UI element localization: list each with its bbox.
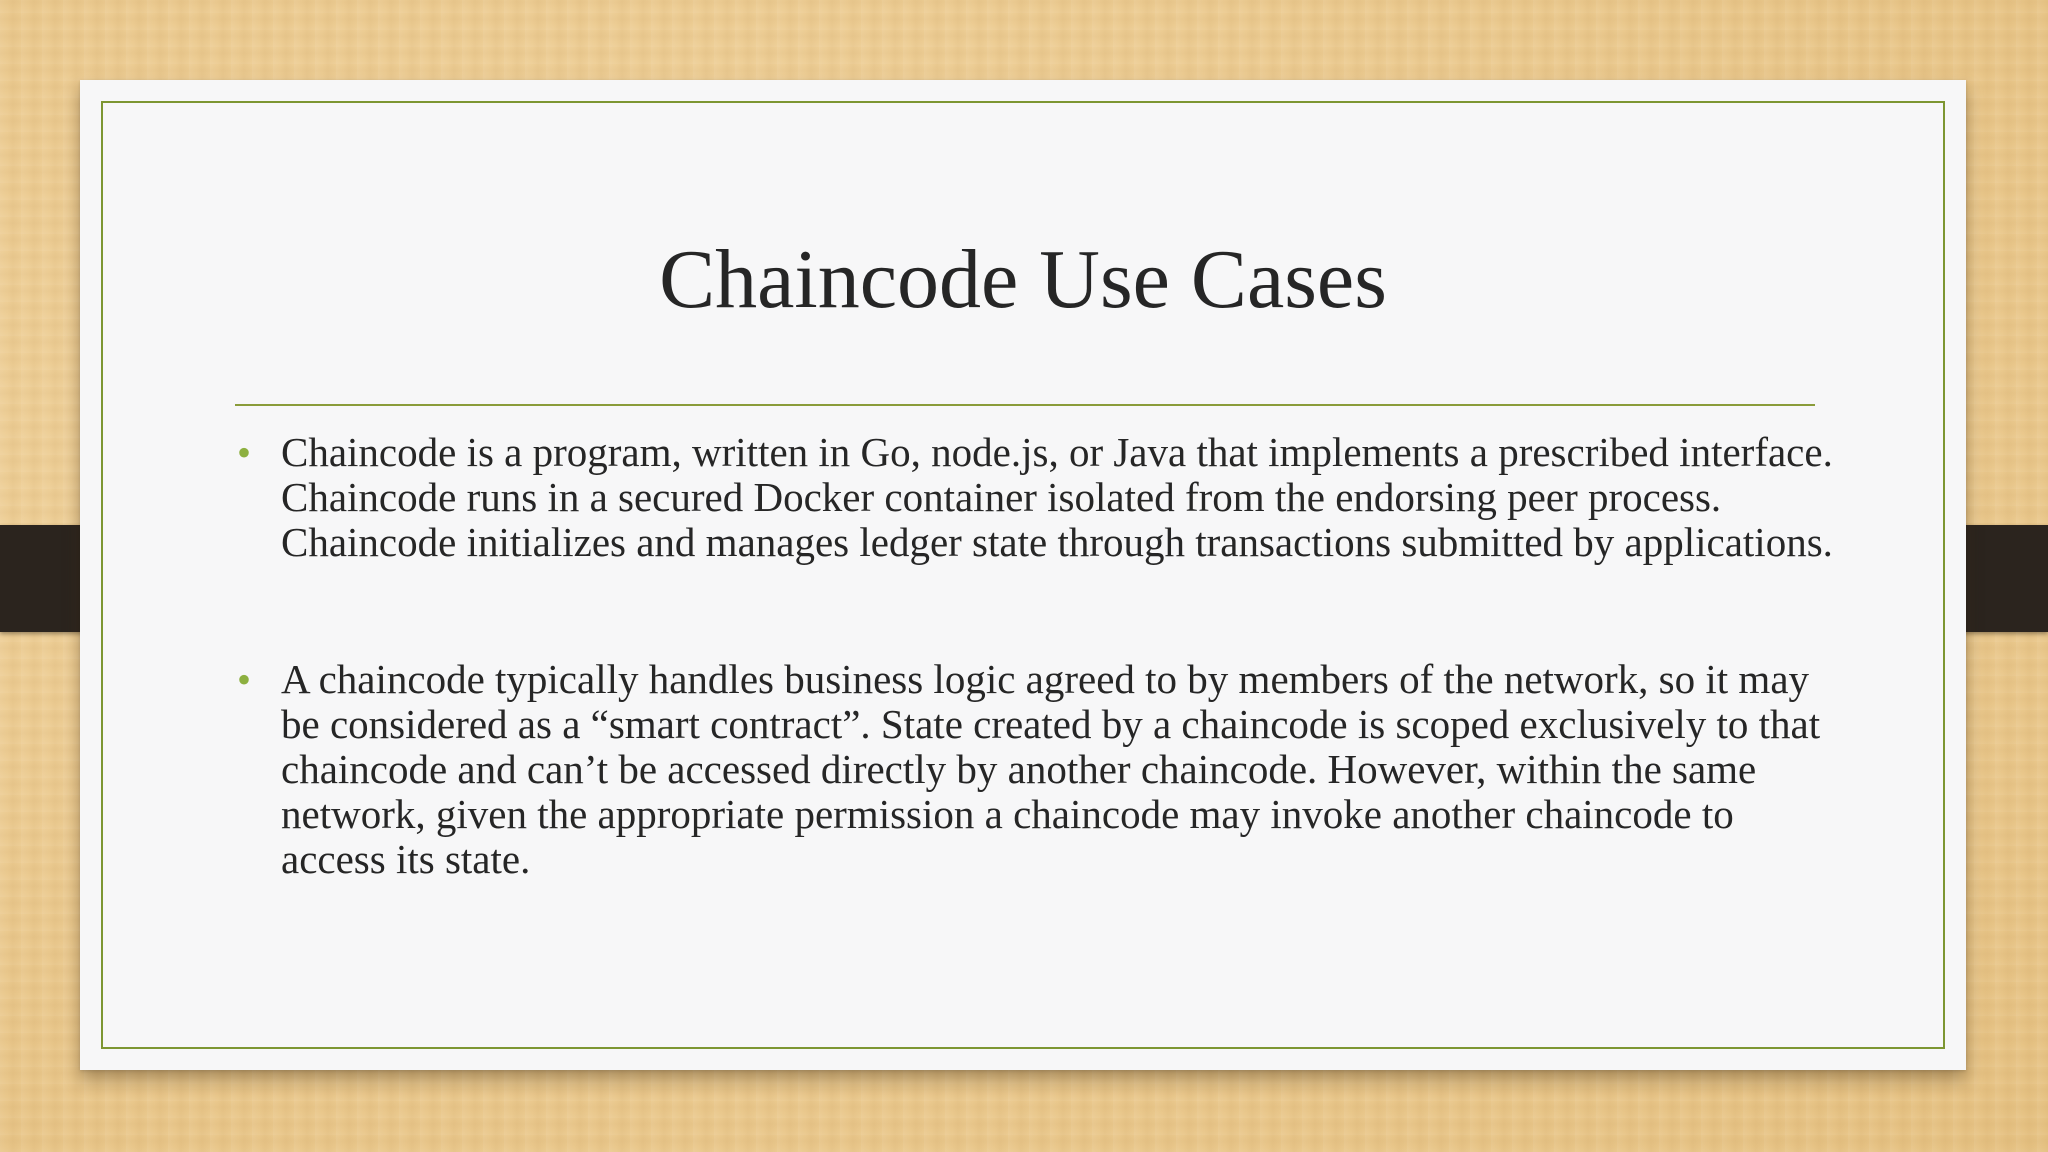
bullet-text: A chaincode typically handles business logic agreed to by members of the network, so it may be considered as a “smart contract”. State created by a chaincode is scoped exclusively to that chaincode and can’t be accessed directly by another chaincode. However, within the same network, given the appropriate permission a chaincode may invoke another chaincode to access its state. — [281, 656, 1821, 882]
bullet-list — [235, 430, 1835, 882]
slide-title: Chaincode Use Cases — [659, 233, 1387, 326]
title-divider — [235, 404, 1815, 406]
bullet-item — [235, 430, 1835, 565]
bullet-marker-icon: • — [237, 657, 252, 702]
bullet-item — [235, 657, 1835, 882]
bullet-text: Chaincode is a program, written in Go, node.js, or Java that implements a prescribed interface. Chaincode runs in a secured Docker container isolated from the endorsing peer process. Chaincode initializes and manages ledger state through transactions submitted by applications. — [281, 429, 1833, 565]
slide-paper — [80, 80, 1966, 1070]
bullet-marker-icon: • — [237, 430, 252, 475]
